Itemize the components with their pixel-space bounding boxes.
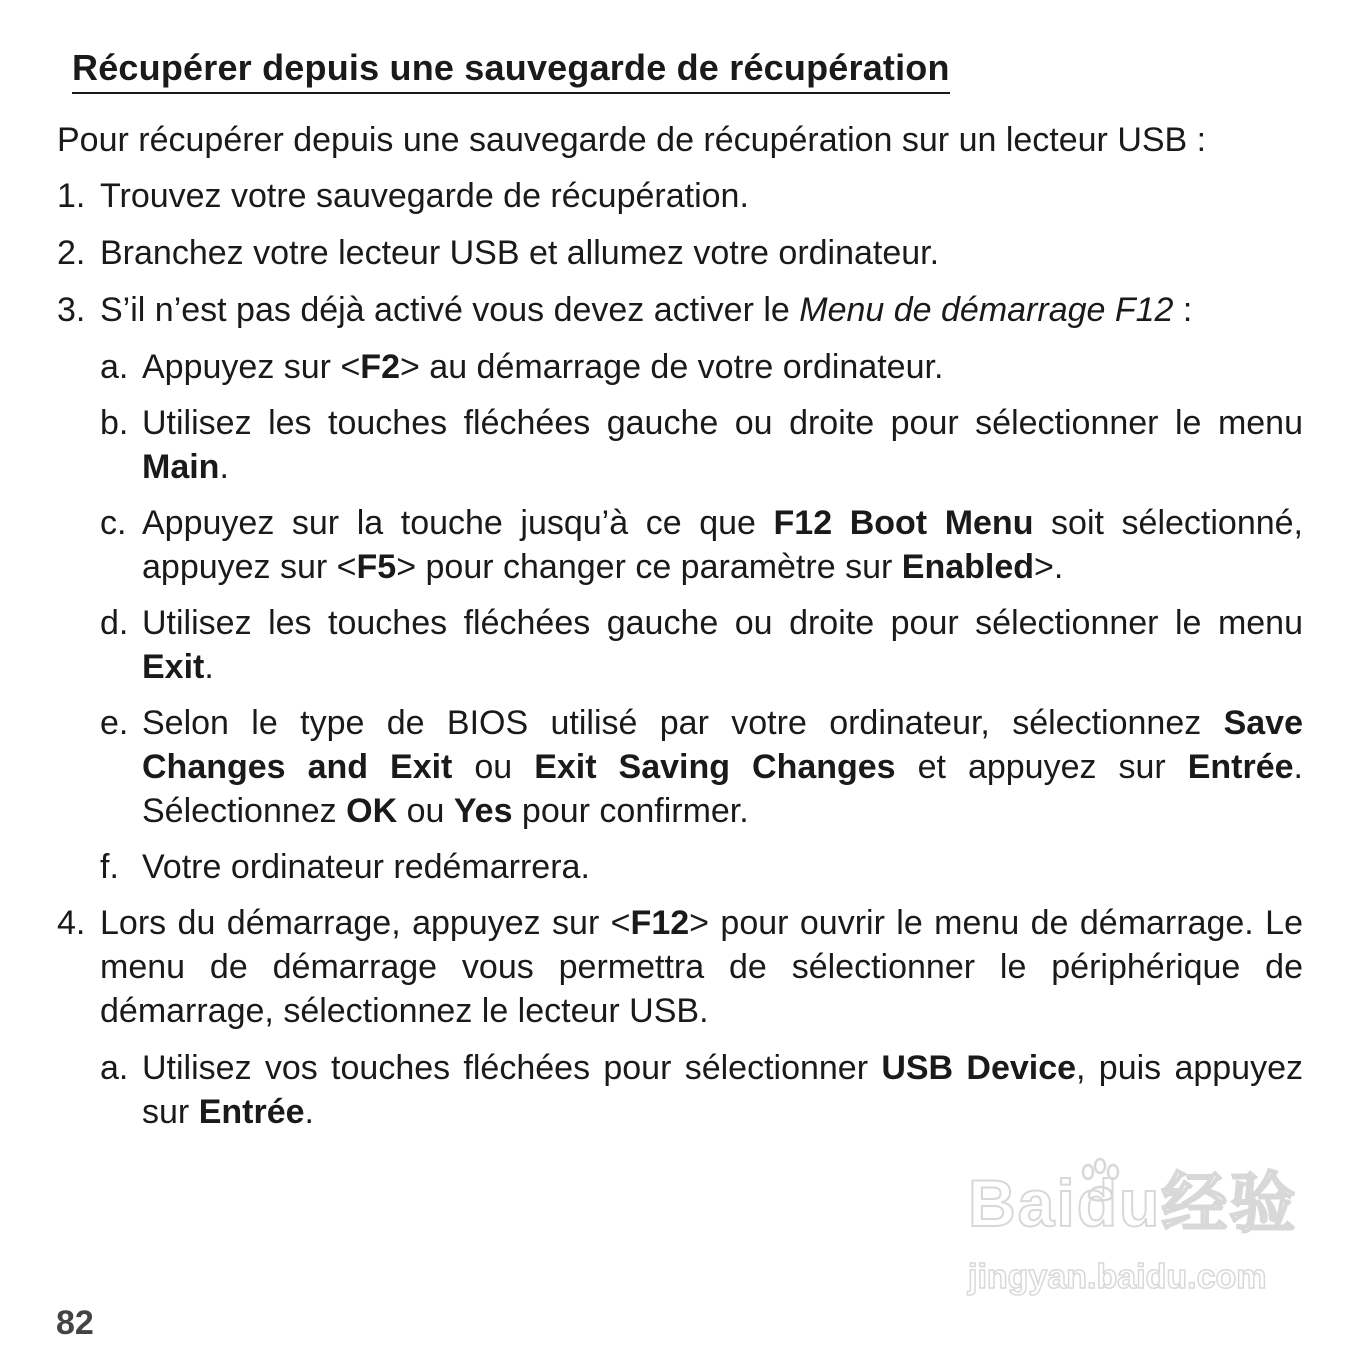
step-text: S’il n’est pas déjà activé vous devez activer le Menu de démarrage F12 :	[100, 291, 1193, 329]
baidu-watermark	[968, 1150, 1298, 1310]
substep-text: Appuyez sur la touche jusqu’à ce que F12 Boot Menu soit sélectionné, appuyez sur <F5> pour changer ce paramètre sur Enabled>.	[142, 504, 1303, 586]
key-name: F2	[360, 348, 400, 386]
step-number: 3.	[57, 291, 86, 329]
key-name: Entrée	[1187, 748, 1294, 786]
step-number: 2.	[57, 234, 86, 272]
option-name: OK	[346, 792, 398, 830]
substep-3c	[100, 501, 1303, 589]
key-name: F12	[630, 904, 690, 942]
substep-3d	[100, 601, 1303, 689]
step-number: 4.	[57, 904, 86, 942]
substep-3a	[100, 345, 1303, 389]
key-name: F5	[356, 548, 397, 586]
substep-letter: a.	[100, 1049, 129, 1087]
substep-text: Utilisez vos touches fléchées pour sélectionner USB Device, puis appuyez sur Entrée.	[142, 1049, 1303, 1131]
setting-name: F12 Boot Menu	[773, 504, 1034, 542]
watermark-url: jingyan.baidu.com	[968, 1258, 1267, 1296]
menu-name: Main	[142, 448, 220, 486]
substep-text: Utilisez les touches fléchées gauche ou droite pour sélectionner le menu Main.	[142, 404, 1303, 486]
option-name: Exit Saving Changes	[534, 748, 896, 786]
substep-text: Utilisez les touches fléchées gauche ou droite pour sélectionner le menu Exit.	[142, 604, 1303, 686]
step-2	[57, 231, 1303, 275]
substep-letter: e.	[100, 704, 129, 742]
substep-letter: f.	[100, 848, 119, 886]
substep-3f	[100, 845, 1303, 889]
step-text: Trouvez votre sauvegarde de récupération.	[100, 177, 749, 215]
substep-4a	[100, 1046, 1303, 1134]
substep-3b	[100, 401, 1303, 489]
substep-letter: d.	[100, 604, 129, 642]
paw-icon	[1076, 1156, 1126, 1206]
watermark-logo: Baidu经验	[968, 1166, 1298, 1240]
step-number: 1.	[57, 177, 86, 215]
step-4	[57, 901, 1303, 1033]
step-3	[57, 288, 1303, 332]
substep-letter: a.	[100, 348, 129, 386]
substep-text: Selon le type de BIOS utilisé par votre ordinateur, sélectionnez Save Changes and Exit ou Exit Saving Changes et appuyez sur Entrée. Sélectionnez OK ou Yes pour confirmer.	[142, 704, 1303, 830]
setting-value: Enabled	[901, 548, 1035, 586]
menu-name: Exit	[142, 648, 205, 686]
device-name: USB Device	[881, 1049, 1077, 1087]
option-name: Yes	[453, 792, 513, 830]
intro-paragraph: Pour récupérer depuis une sauvegarde de récupération sur un lecteur USB :	[57, 121, 1207, 159]
substep-text: Votre ordinateur redémarrera.	[142, 848, 590, 886]
step-text: Lors du démarrage, appuyez sur <F12> pour ouvrir le menu de démarrage. Le menu de démarrage vous permettra de sélectionner le périphérique de démarrage, sélectionnez le lecteur USB.	[100, 904, 1303, 1030]
substep-letter: c.	[100, 504, 127, 542]
substep-text: Appuyez sur <F2> au démarrage de votre ordinateur.	[142, 348, 944, 386]
instructions	[57, 118, 1303, 1146]
menu-name: Menu de démarrage F12	[799, 291, 1174, 329]
page-number: 82	[56, 1304, 94, 1342]
substep-letter: b.	[100, 404, 129, 442]
section-title: Récupérer depuis une sauvegarde de récupération	[72, 44, 950, 94]
step-1	[57, 174, 1303, 218]
substep-3e	[100, 701, 1303, 833]
key-name: Entrée	[198, 1093, 305, 1131]
option-name: Save Changes and Exit	[142, 704, 1303, 786]
step-text: Branchez votre lecteur USB et allumez votre ordinateur.	[100, 234, 940, 272]
